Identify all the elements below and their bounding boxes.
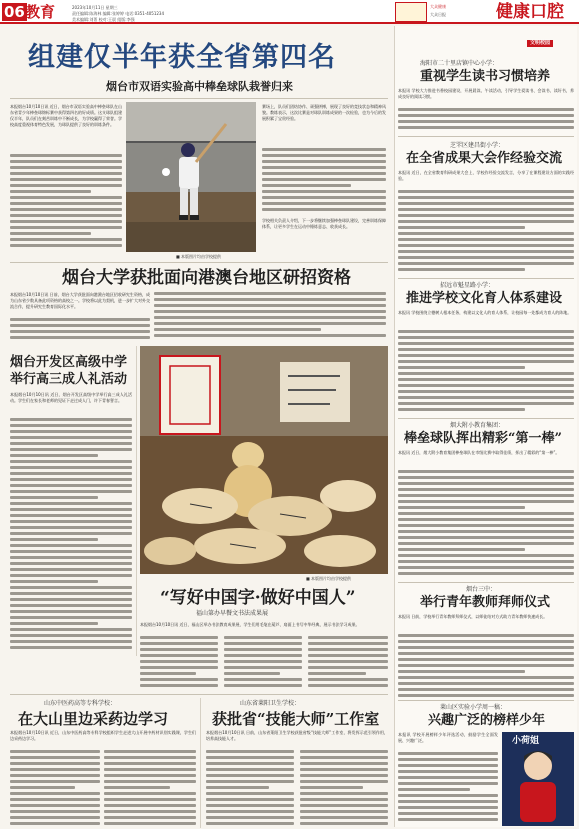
lead-subheadline: 烟台市双语实验高中棒垒球队栽誉归来: [106, 80, 293, 93]
yantai-university-body-lines: [154, 292, 386, 340]
sidebar-item3-text: 本报讯 学校围绕立德树人根本任务，构建以文化人的育人体系，让校园每一处都成为育人的阵地。: [398, 310, 572, 315]
tcm-body-lines: [104, 750, 196, 828]
health-school-text: 本报烟台10月10日讯 日前，山东省莱阳卫生学校获批省级“技能大师”工作室，将发挥示范引领作用，培养高技能人才。: [206, 730, 388, 741]
gourd-calligraphy-photo: [140, 346, 388, 574]
sidebar-item6-kicker: 莱山区实验小学周一稿：: [440, 704, 507, 711]
divider: [10, 694, 388, 695]
divider: [398, 418, 574, 419]
sidebar-item2-text: 本报讯 近日，在全省教育科研成果大会上，学校作经验交流发言，分享了在课程建设方面的实践经验。: [398, 170, 574, 181]
health-school-body-lines: [300, 750, 388, 828]
tcm-text: 本报烟台10月10日讯 近日，山东中医药高等专科学校组织学生走进大山开展中药材识别实践课，学生们边采药边学习。: [10, 730, 196, 741]
baseball-photo: [126, 102, 256, 252]
kaifaqu-body-lines: [10, 418, 132, 654]
sidebar-item4-body-lines: [398, 470, 574, 578]
page-number: 06: [4, 3, 25, 21]
sidebar-item3-kicker: 招远市魁星路小学：: [440, 282, 495, 289]
gourd-illustration: [140, 346, 388, 574]
lead-article-body-lines: [10, 154, 122, 252]
sidebar-item1-kicker: 海阳市二十里店镇中心小学：: [420, 60, 499, 67]
health-school-body-lines: [206, 750, 294, 828]
feature-body-lines: [140, 636, 218, 690]
section-title: 教育: [25, 3, 56, 21]
feature-body-lines: [224, 636, 302, 690]
feature-subheadline: 福山第办早餐文书法成果展: [196, 610, 269, 617]
divider: [398, 278, 574, 279]
sidebar-item5-headline: 举行青年教师拜师仪式: [420, 595, 551, 610]
kaifaqu-text: 本报烟台10月10日讯 近日，烟台开发区高级中学举行高三成人礼活动。学生们在家长和老师的见证下走过成人门，许下青春誓言。: [10, 392, 132, 403]
feature-headline: “写好中国字·做好中国人”: [160, 588, 356, 608]
feature-text: 本报烟台10月10日讯 近日，福山区举办书法教育成果展，学生们用毛笔在葫芦、扇面上书写中华经典，展示书法学习成果。: [140, 622, 360, 627]
sidebar-item1-headline: 重视学生读书习惯培养: [420, 69, 551, 84]
batter-illustration: [126, 102, 256, 252]
yantai-university-headline: 烟台大学获批面向港澳台地区研招资格: [62, 268, 351, 288]
lead-headline: 组建仅半年获全省第四名: [28, 42, 336, 73]
sidebar-item1-text: 本报讯 学校大力推进书香校园建设，开展晨读、午读活动，引导学生爱读书、会读书、读好书，养成良好的阅读习惯。: [398, 88, 574, 99]
kaifaqu-headline: 烟台开发区高级中学 举行高三成人礼活动: [10, 355, 128, 387]
sidebar-item6-headline: 兴趣广泛的榜样少年: [428, 713, 546, 728]
tcm-body-lines: [10, 750, 100, 828]
sidebar-tag: 文明校园: [527, 40, 553, 47]
divider: [398, 700, 574, 701]
editors-line: 责任编辑:陈海林 编辑:张婷婷 电话:0351-4051234: [72, 11, 165, 16]
sidebar-item2-kicker: 芝罘区建昌街小学：: [450, 142, 505, 149]
logo-text: 大众健康: [430, 4, 446, 9]
feature-photo-caption: ■ 本版图片均由学校提供: [306, 576, 352, 581]
sidebar-item2-body-lines: [398, 190, 574, 274]
sidebar-item4-text: 本报讯 近日，烟大附小教育集团棒垒球队在市级比赛中取得佳绩，挥出了精彩的“第一棒”。: [398, 450, 560, 455]
lead-article-text-middle: 赛场上，队员们团结协作、顽强拼搏，展现了良好的竞技状态和精神风貌。教练表示，这次比赛是对球队训练成果的一次检验，也为今后的发展积累了宝贵经验。: [262, 104, 386, 121]
badge-text: 小荷姐: [512, 736, 540, 746]
sidebar-item5-text: 本报讯 日前，学校举行青年教师拜师仪式，以师徒结对方式助力青年教师快速成长。: [398, 614, 548, 619]
divider: [398, 582, 574, 583]
lead-body-lines-middle: [262, 148, 386, 216]
sidebar-item3-headline: 推进学校文化育人体系建设: [406, 291, 563, 306]
divider: [10, 262, 388, 263]
health-school-kicker: 山东省莱阳卫生学校：: [240, 700, 301, 707]
editors-line-2: 美术编辑:刘菁 校对:王晨 组版:李强: [72, 17, 135, 22]
feature-body-lines: [308, 636, 388, 690]
sidebar-item4-kicker: 烟大附小教育集团：: [450, 422, 505, 429]
logo-subtext: 大众日报: [430, 12, 446, 17]
yantai-university-text: 本报烟台10月10日讯 日前，烟台大学获批面向港澳台地区招收研究生资格，成为山东省少数具备此项资格的高校之一。学校将以此为契机，进一步扩大对外交流合作，提升研究生教育国际化水平。: [10, 292, 150, 309]
date-line: 2023年10月11日 星期三: [72, 5, 118, 10]
column-rule: [200, 698, 201, 828]
sidebar-item2-headline: 在全省成果大会作经验交流: [406, 151, 563, 166]
column-rule: [136, 346, 137, 656]
tcm-kicker: 山东中医药高等专科学校：: [44, 700, 117, 707]
divider: [398, 136, 574, 137]
sidebar-item3-body-lines: [398, 330, 574, 414]
photo-caption: ■ 本版图片均由学校提供: [176, 254, 222, 259]
sidebar-item5-kicker: 烟台三中：: [466, 586, 497, 593]
logo-badge: [395, 2, 427, 22]
sidebar-item1-body-lines: [398, 108, 574, 132]
lead-article-text: 本报烟台10月10日讯 近日，烟台市双语实验高中棒垒球队在山东省青少年棒垒球锦标赛中获得第四名的好成绩。这支球队组建仅半年，队员们在刻苦训练中不断成长，为学校赢得了荣誉。学校高度重视体育特色发展，为球队提供了良好的训练条件。: [10, 104, 122, 127]
sidebar-item6-text: 本报讯 学校开展榜样少年评选活动，鼓励学生全面发展、兴趣广泛。: [398, 732, 498, 743]
health-school-headline: 获批省“技能大师”工作室: [212, 710, 380, 728]
divider: [10, 98, 388, 99]
sidebar-item6-body-lines: [398, 752, 498, 826]
lead-article-text-right: 学校相关负责人介绍，下一步将继续加强棒垒球队建设，完善训练保障体系，让更多学生在运动中锤炼意志、收获成长。: [262, 218, 386, 229]
tcm-headline: 在大山里边采药边学习: [18, 710, 169, 728]
yantai-university-body-lines: [10, 318, 150, 342]
sidebar-item4-headline: 棒垒球队挥出精彩“第一棒”: [404, 431, 562, 446]
brand-title: 健康口腔: [496, 2, 564, 22]
sidebar-item5-body-lines: [398, 634, 574, 700]
